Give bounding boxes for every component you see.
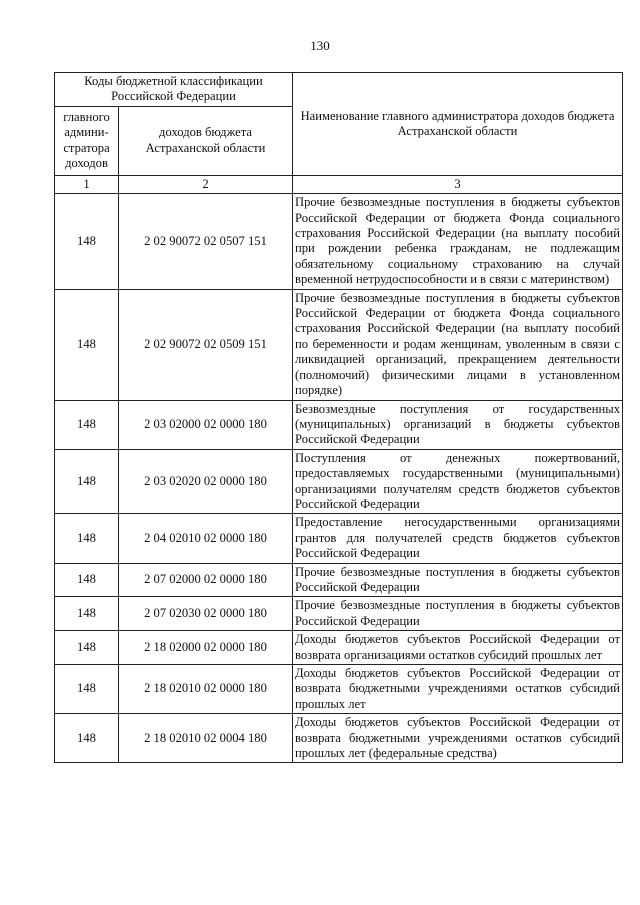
admin-code-cell: 148 [55, 563, 119, 597]
table-row [55, 714, 623, 763]
page-number: 130 [310, 38, 330, 53]
column-number-2: 2 [119, 175, 293, 193]
income-code-cell: 2 02 90072 02 0507 151 [119, 194, 293, 289]
admin-code-cell: 148 [55, 714, 119, 763]
admin-code-cell: 148 [55, 194, 119, 289]
admin-code-cell: 148 [55, 289, 119, 400]
table-row [55, 400, 623, 449]
admin-code-cell: 148 [55, 514, 119, 563]
income-name-cell: Доходы бюджетов субъектов Российской Федерации от возврата бюджетными учреждениями остатков субсидий прошлых лет [293, 665, 623, 714]
table-row [55, 289, 623, 400]
income-code-cell: 2 02 90072 02 0509 151 [119, 289, 293, 400]
income-code-cell: 2 07 02000 02 0000 180 [119, 563, 293, 597]
income-name-cell: Безвозмездные поступления от государственных (муниципальных) организаций в бюджеты субъектов Российской Федерации [293, 400, 623, 449]
table-row [55, 194, 623, 289]
table-header [55, 73, 623, 194]
column-number-1: 1 [55, 175, 119, 193]
admin-code-cell: 148 [55, 631, 119, 665]
income-code-cell: 2 07 02030 02 0000 180 [119, 597, 293, 631]
admin-code-cell: 148 [55, 597, 119, 631]
header-col3-title: Наименование главного администратора доходов бюджета Астраханской области [293, 73, 623, 176]
header-col2-title: доходов бюджета Астраханской области [119, 106, 293, 175]
income-name-cell: Доходы бюджетов субъектов Российской Федерации от возврата организациями остатков субсидий прошлых лет [293, 631, 623, 665]
income-name-cell: Прочие безвозмездные поступления в бюджеты субъектов Российской Федерации [293, 597, 623, 631]
table-row [55, 631, 623, 665]
admin-code-cell: 148 [55, 449, 119, 514]
header-group-title: Коды бюджетной классификации Российской Федерации [55, 73, 293, 107]
income-name-cell: Прочие безвозмездные поступления в бюджеты субъектов Российской Федерации от бюджета Фонда социального страхования Российской Федерации (на выплату пособий по беременности и родам женщинам, уволенным в связи с ликвидацией организаций, прекращением деятельности (полномочий) физическими лицами в установленном порядке) [293, 289, 623, 400]
table-row [55, 449, 623, 514]
table-body [55, 194, 623, 763]
admin-code-cell: 148 [55, 400, 119, 449]
header-col1-title: главного админи-стратора доходов [55, 106, 119, 175]
income-code-cell: 2 18 02010 02 0004 180 [119, 714, 293, 763]
income-code-cell: 2 18 02010 02 0000 180 [119, 665, 293, 714]
budget-classification-table [54, 72, 623, 763]
income-name-cell: Доходы бюджетов субъектов Российской Федерации от возврата бюджетными учреждениями остатков субсидий прошлых лет (федеральные средства) [293, 714, 623, 763]
table-row [55, 597, 623, 631]
table-row [55, 563, 623, 597]
income-name-cell: Предоставление негосударственными организациями грантов для получателей средств бюджетов субъектов Российской Федерации [293, 514, 623, 563]
income-name-cell: Поступления от денежных пожертвований, предоставляемых государственными (муниципальными) организациями получателям средств бюджетов субъектов Российской Федерации [293, 449, 623, 514]
income-name-cell: Прочие безвозмездные поступления в бюджеты субъектов Российской Федерации от бюджета Фонда социального страхования Российской Федерации (на выплату пособий при рождении ребенка гражданам, не подлежащим обязательному социальному страхованию на случай временной нетрудоспособности и в связи с материнством) [293, 194, 623, 289]
income-code-cell: 2 03 02020 02 0000 180 [119, 449, 293, 514]
admin-code-cell: 148 [55, 665, 119, 714]
table-row [55, 665, 623, 714]
income-code-cell: 2 03 02000 02 0000 180 [119, 400, 293, 449]
column-number-3: 3 [293, 175, 623, 193]
table-row [55, 514, 623, 563]
income-code-cell: 2 04 02010 02 0000 180 [119, 514, 293, 563]
income-code-cell: 2 18 02000 02 0000 180 [119, 631, 293, 665]
income-name-cell: Прочие безвозмездные поступления в бюджеты субъектов Российской Федерации [293, 563, 623, 597]
